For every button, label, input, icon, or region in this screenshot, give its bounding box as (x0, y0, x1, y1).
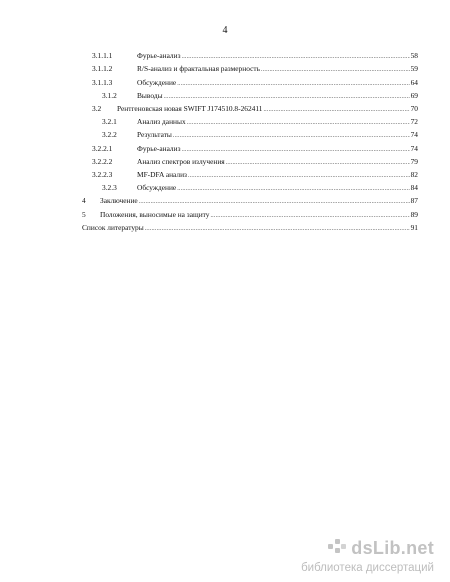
watermark-logo (301, 536, 434, 561)
toc-entry-number: 3.1.1.1 (92, 51, 113, 61)
toc-entry-title: Анализ данных (137, 117, 186, 127)
toc-dot-leader (145, 223, 410, 236)
toc-entry-page: 74 (410, 143, 418, 153)
watermark (301, 536, 434, 574)
toc-entry-title: Обсуждение (137, 183, 177, 193)
toc-entry (92, 62, 418, 75)
toc-entry-page: 58 (410, 51, 418, 61)
toc-entry-title: Обсуждение (137, 77, 177, 87)
toc-entry (92, 142, 418, 155)
toc-entry-number: 3.2 (92, 104, 102, 113)
toc-entry (82, 194, 418, 207)
toc-entry-number: 5 (82, 209, 86, 219)
toc-entry (102, 181, 418, 194)
toc-entry (102, 89, 418, 102)
toc-entry-page: 64 (410, 77, 418, 87)
toc-entry-number: 3.1.2 (102, 90, 117, 100)
toc-entry-page: 84 (410, 183, 418, 193)
toc-entry (92, 49, 418, 62)
toc-entry-page: 69 (410, 90, 418, 100)
toc-entry-page: 87 (410, 196, 418, 206)
toc-entry-title: MF-DFA анализ (137, 170, 187, 179)
toc-entry-number: 4 (82, 196, 86, 206)
toc-entry (92, 168, 418, 181)
toc-entry-page: 59 (410, 64, 418, 74)
page-number: 4 (222, 25, 228, 36)
toc-entry-number: 3.2.2 (102, 130, 117, 140)
toc-entry-number: 3.1.1.2 (92, 64, 113, 74)
toc-entry-title: Результаты (137, 130, 172, 140)
toc-entry-number: 3.2.2.1 (92, 143, 113, 153)
toc-entry-title: Положения, выносимые на защиту (100, 209, 210, 219)
toc-entry-number: 3.2.2.2 (92, 156, 113, 166)
toc-entry-page: 72 (410, 117, 418, 127)
toc-entry (92, 76, 418, 89)
watermark-mark-icon (327, 536, 347, 561)
toc-entry-title: Рентгеновская новая SWIFT J174510.8-262411 (117, 104, 263, 113)
toc-entry-title: Фурье-анализ (137, 143, 181, 153)
toc-entry-title: Фурье-анализ (137, 51, 181, 61)
toc-entry (102, 128, 418, 141)
toc-entry-number: 3.2.3 (102, 183, 117, 193)
toc-entry-page: 79 (410, 156, 418, 166)
toc-entry-number: 3.2.1 (102, 117, 117, 127)
toc-entry (102, 115, 418, 128)
toc-entry-page: 74 (410, 130, 418, 140)
toc-entry-number: 3.2.2.3 (92, 170, 113, 179)
toc-entry (82, 208, 418, 221)
toc-entry-title: Список литературы (82, 222, 144, 232)
watermark-subtitle: библиотека диссертаций (301, 562, 434, 574)
toc-entry-page: 82 (410, 170, 418, 179)
toc-entry (92, 102, 418, 115)
toc-entry-page: 89 (410, 209, 418, 219)
toc-entry-page: 70 (410, 104, 418, 113)
watermark-brand: dsLib.net (351, 538, 434, 558)
toc-entry-title: Выводы (137, 90, 163, 100)
toc-entry-number: 3.1.1.3 (92, 77, 113, 87)
toc-entry-title: Заключение (100, 196, 138, 206)
toc-entry-page: 91 (410, 222, 418, 232)
toc-entry (92, 155, 418, 168)
toc-entry (82, 221, 418, 234)
toc-entry-title: R/S-анализ и фрактальная размерность (137, 64, 260, 74)
toc-entry-title: Анализ спектров излучения (137, 156, 225, 166)
